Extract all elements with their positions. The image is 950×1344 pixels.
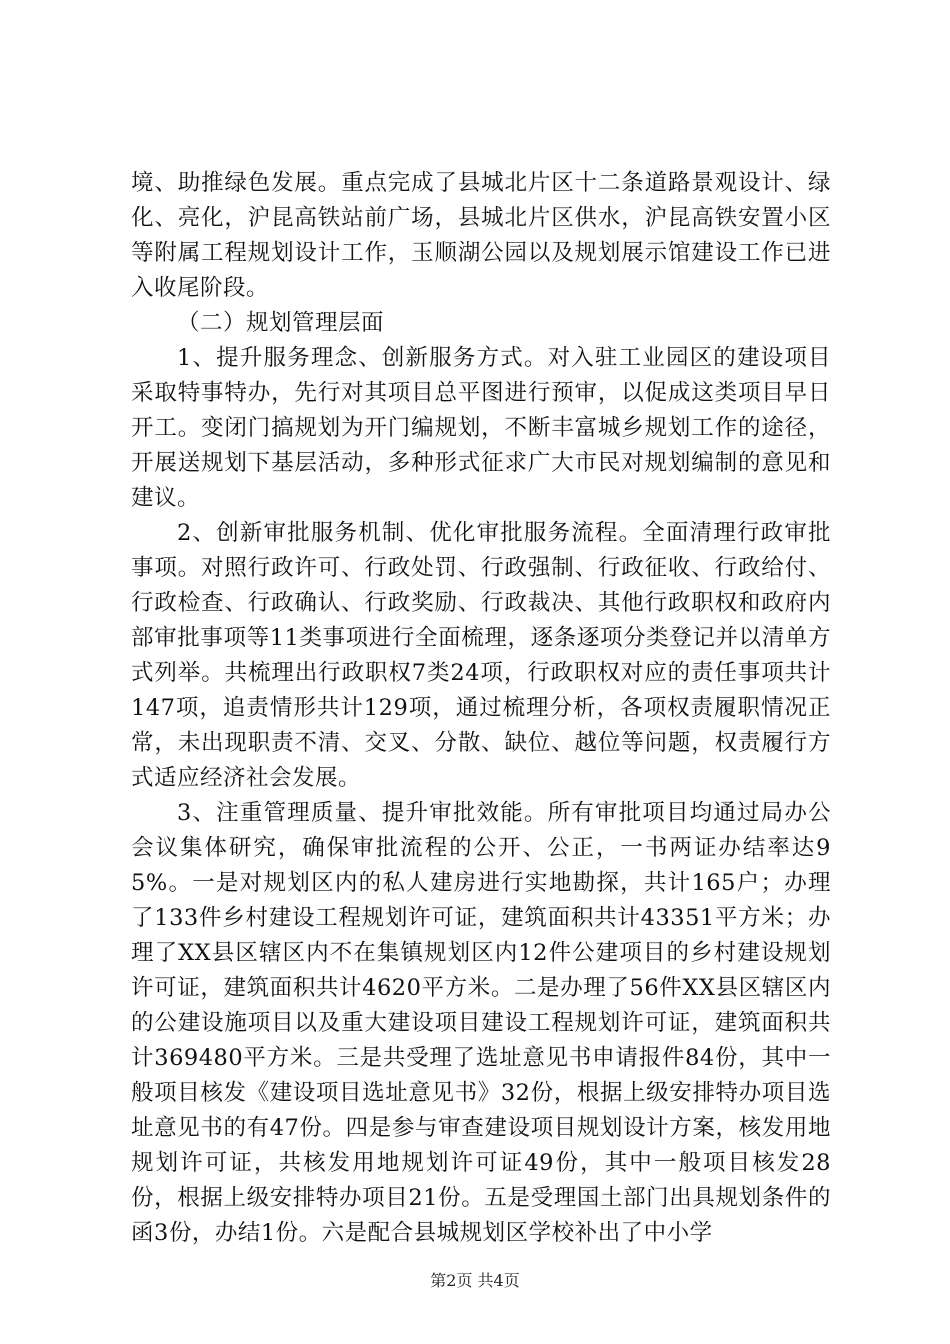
paragraph-item-2: 2、创新审批服务机制、优化审批服务流程。全面清理行政审批事项。对照行政许可、行政处罚、行政强制、行政征收、行政给付、行政检查、行政确认、行政奖励、行政裁决、其他行政职权和政府内部审批事项等11类事项进行全面梳理，逐条逐项分类登记并以清单方式列举。共梳理出行政职权7类24项，行政职权对应的责任事项共计147项，追责情形共计129项，通过梳理分析，各项权责履职情况正常，未出现职责不清、交叉、分散、缺位、越位等问题，权责履行方式适应经济社会发展。 (131, 520, 831, 791)
paragraph-item-3: 3、注重管理质量、提升审批效能。所有审批项目均通过局办公会议集体研究，确保审批流程的公开、公正，一书两证办结率达95%。一是对规划区内的私人建房进行实地勘探，共计165户；办理了133件乡村建设工程规划许可证，建筑面积共计43351平方米；办理了XX县区辖区内不在集镇规划区内12件公建项目的乡村建设规划许可证，建筑面积共计4620平方米。二是办理了56件XX县区辖区内的公建设施项目以及重大建设项目建设工程规划许可证，建筑面积共计369480平方米。三是共受理了选址意见书申请报件84份，其中一般项目核发《建设项目选址意见书》32份，根据上级安排特办项目选址意见书的有47份。四是参与审查建设项目规划设计方案，核发用地规划许可证，共核发用地规划许可证49份，其中一般项目核发28份，根据上级安排特办项目21份。五是受理国土部门出具规划条件的函3份，办结1份。六是配合县城规划区学校补出了中小学 (131, 800, 831, 1246)
page-footer: 第2页 共4页 (430, 1271, 520, 1290)
paragraph-item-1: 1、提升服务理念、创新服务方式。对入驻工业园区的建设项目采取特事特办，先行对其项目总平图进行预审，以促成这类项目早日开工。变闭门搞规划为开门编规划，不断丰富城乡规划工作的途径，开展送规划下基层活动，多种形式征求广大市民对规划编制的意见和建议。 (131, 345, 831, 511)
paragraph-continuation: 境、助推绿色发展。重点完成了县城北片区十二条道路景观设计、绿化、亮化，沪昆高铁站前广场，县城北片区供水，沪昆高铁安置小区等附属工程规划设计工作，玉顺湖公园以及规划展示馆建设工作已进入收尾阶段。 (131, 170, 831, 301)
document-body (131, 166, 831, 1251)
section-heading: （二）规划管理层面 (177, 310, 385, 336)
